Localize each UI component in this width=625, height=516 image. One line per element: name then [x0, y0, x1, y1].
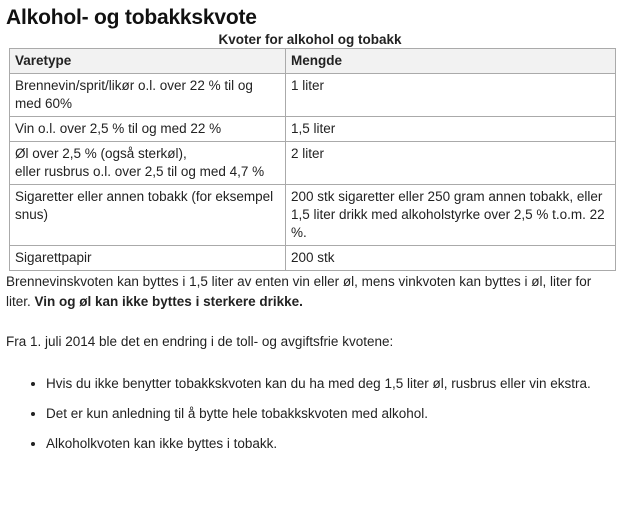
table-row — [10, 117, 616, 142]
column-header-varetype: Varetype — [10, 49, 286, 74]
table-row — [10, 142, 616, 185]
table-header-row — [10, 49, 616, 74]
list-item: • Hvis du ikke benytter tobakkskvoten kan du ha med deg 1,5 liter øl, rusbrus eller vin ekstra. — [46, 374, 616, 394]
cell-varetype: Sigarettpapir — [10, 246, 286, 271]
column-header-mengde: Mengde — [286, 49, 616, 74]
exchange-text: Brennevinskvoten kan byttes i 1,5 liter av enten vin eller øl, mens vinkvoten kan byttes i øl, liter for liter. — [6, 274, 592, 309]
table-caption: Kvoter for alkohol og tobakk — [218, 32, 402, 47]
cell-mengde: 200 stk — [286, 246, 616, 271]
table-row — [10, 74, 616, 117]
quota-table — [9, 48, 616, 271]
table-row — [10, 185, 616, 246]
table-row — [10, 246, 616, 271]
list-item: • Det er kun anledning til å bytte hele tobakkskvoten med alkohol. — [46, 404, 616, 424]
cell-varetype: Øl over 2,5 % (også sterkøl), eller rusbrus o.l. over 2,5 til og med 4,7 % — [10, 142, 286, 185]
cell-varetype: Vin o.l. over 2,5 % til og med 22 % — [10, 117, 286, 142]
cell-varetype: Brennevin/sprit/likør o.l. over 22 % til og med 60% — [10, 74, 286, 117]
exchange-paragraph — [6, 272, 612, 312]
change-intro-paragraph: Fra 1. juli 2014 ble det en endring i de toll- og avgiftsfrie kvotene: — [6, 334, 394, 349]
list-item: • Alkoholkvoten kan ikke byttes i tobakk. — [46, 434, 616, 454]
exchange-bold-note: Vin og øl kan ikke byttes i sterkere drikke. — [34, 294, 303, 309]
cell-mengde: 200 stk sigaretter eller 250 gram annen tobakk, eller 1,5 liter drikk med alkoholstyrke over 2,5 % t.o.m. 22 %. — [286, 185, 616, 246]
page-title: Alkohol- og tobakkskvote — [6, 6, 257, 29]
cell-mengde: 1,5 liter — [286, 117, 616, 142]
cell-mengde: 1 liter — [286, 74, 616, 117]
cell-varetype: Sigaretter eller annen tobakk (for eksempel snus) — [10, 185, 286, 246]
change-list — [6, 374, 616, 454]
cell-mengde: 2 liter — [286, 142, 616, 185]
